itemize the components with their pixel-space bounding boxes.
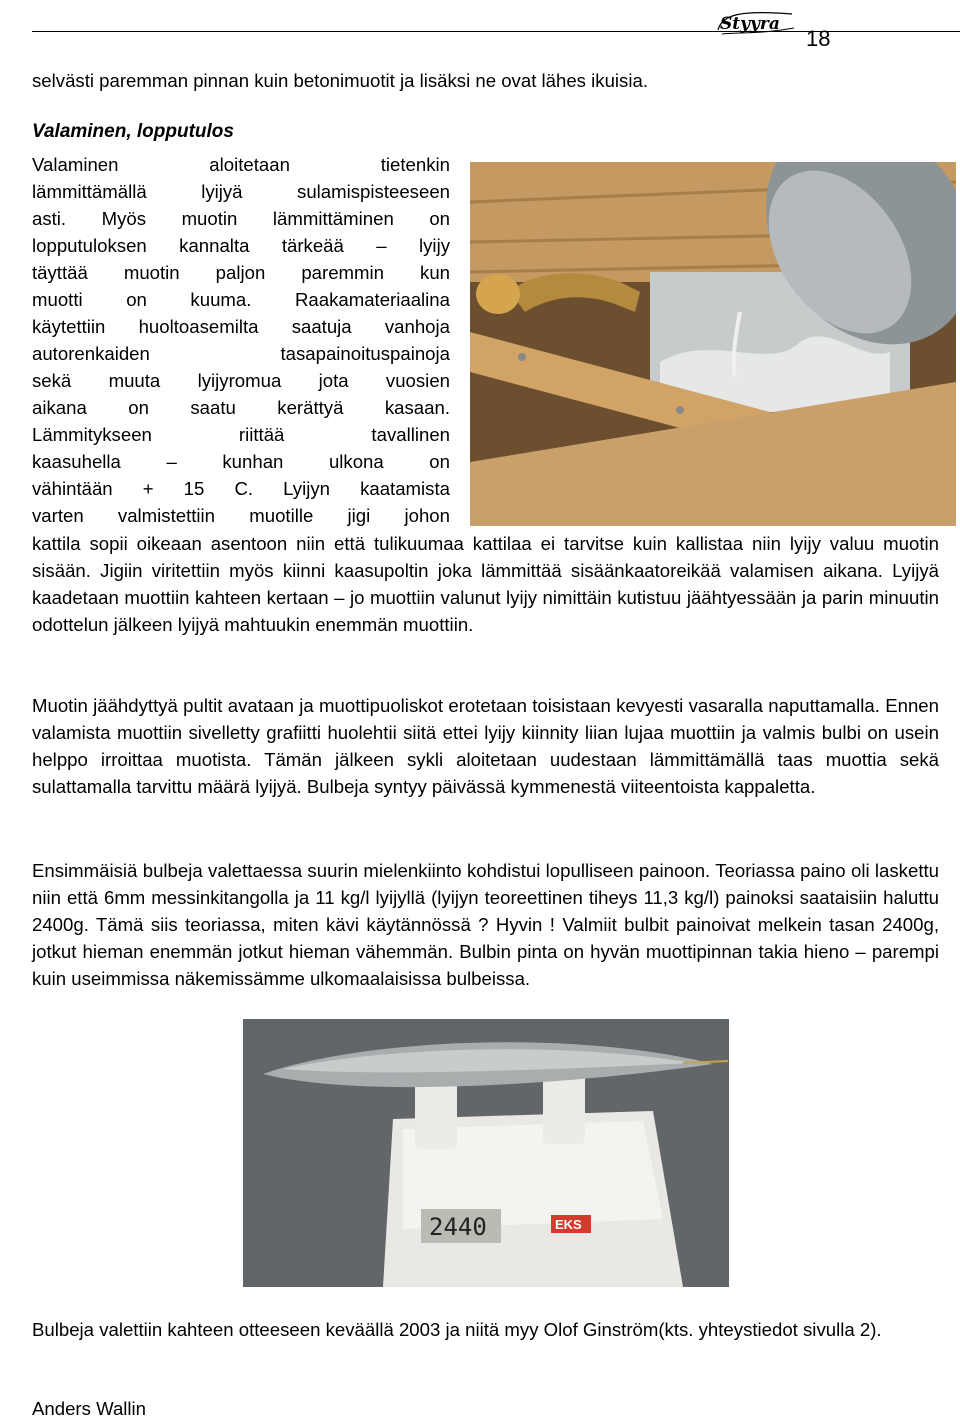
paragraph-sales: Bulbeja valettiin kahteen otteeseen keväällä 2003 ja niitä myy Olof Ginström(kts. yhteystiedot sivulla 2). [32, 1319, 882, 1340]
text-line: käytettiin huoltoasemilta saatuja vanhoja [32, 316, 450, 337]
photo-bulb-on-scale [243, 1019, 729, 1287]
section-heading: Valaminen, lopputulos [32, 121, 234, 142]
author-signature: Anders Wallin [32, 1398, 147, 1419]
paragraph-cooling: Muotin jäähdyttyä pultit avataan ja muottipuoliskot erotetaan toisistaan kevyesti vasaralla naputtamalla. Ennen valamista muottiin sivelletty grafiitti huolehtii siitä ettei lyijy kiinnity liian lujaa muottiin ja valmis bulbi on usein helppo irroittaa muotista. Tämän jälkeen sykli aloitetaan uudestaan lämmittämällä taas muottia sekä sulattamalla tarvittu määrä lyijyä. Bulbeja syntyy päivässä kymmenestä viiteentoista kappaletta. [32, 695, 939, 797]
paragraph-intro: selvästi paremman pinnan kuin betonimuotit ja lisäksi ne ovat lähes ikuisia. [32, 70, 648, 91]
styyra-logo [712, 4, 798, 40]
text-line: täyttää muotin paljon paremmin kun [32, 262, 450, 283]
text-line: varten valmistettiin muotille jigi johon [32, 505, 450, 526]
scale-brand: EKS [555, 1217, 582, 1232]
text-line: kaasuhella – kunhan ulkona on [32, 451, 450, 472]
photo-pouring-lead [470, 162, 956, 526]
text-line: aikana on saatu kerättyä kasaan. [32, 397, 450, 418]
scale-readout: 2440 [429, 1213, 487, 1241]
page-number: 18 [806, 26, 831, 51]
text-line: muotti on kuuma. Raakamateriaalina [32, 289, 450, 310]
paragraph-weight: Ensimmäisiä bulbeja valettaessa suurin mielenkiinto kohdistui lopulliseen painoon. Teoriassa paino oli laskettu niin että 6mm messinkitangolla ja 11 kg/l lyijyllä (lyijyn teoreettinen tiheys 11,3 kg/l) painoksi saataisiin haluttu 2400g. Tämä siis teoriassa, miten kävi käytännössä ? Hyvin ! Valmiit bulbit painoivat melkein tasan 2400g, jotkut hieman enemmän jotkut hieman vähemmän. Bulbin pinta on hyvän muottipinnan takia hieno – parempi kuin useimmissa näkemissämme ulkomaalaisissa bulbeissa. [32, 860, 939, 989]
text-line: lämmittämällä lyijyä sulamispisteeseen [32, 181, 450, 202]
text-line: autorenkaiden tasapainoituspainoja [32, 343, 450, 364]
casting-narrow-block [32, 151, 450, 529]
text-line: Valaminen aloitetaan tietenkin [32, 154, 450, 175]
text-line: sekä muuta lyijyromua jota vuosien [32, 370, 450, 391]
text-line: Lämmitykseen riittää tavallinen [32, 424, 450, 445]
text-line: asti. Myös muotin lämmittäminen on [32, 208, 450, 229]
logo-wordmark: Styyra [720, 14, 780, 34]
paragraph-casting-continued: kattila sopii oikeaan asentoon niin että tulikuumaa kattilaa ei tarvitse kuin kallistaa niin lyijy valuu muotin sisään. Jigiin viritettiin myös kiinni kaasupoltin joka lämmittää sisäänkaatoreikää valamisen aikana. Lyijyä kaadetaan muottiin kahteen kertaan – jo muottiin valunut lyijy nimittäin kutistuu jäähtyessään ja parin minuutin odottelun jälkeen lyijyä mahtuukin enemmän muottiin. [32, 533, 939, 635]
text-line: lopputuloksen kannalta tärkeää – lyijy [32, 235, 450, 256]
text-line: vähintään + 15 C. Lyijyn kaatamista [32, 478, 450, 499]
